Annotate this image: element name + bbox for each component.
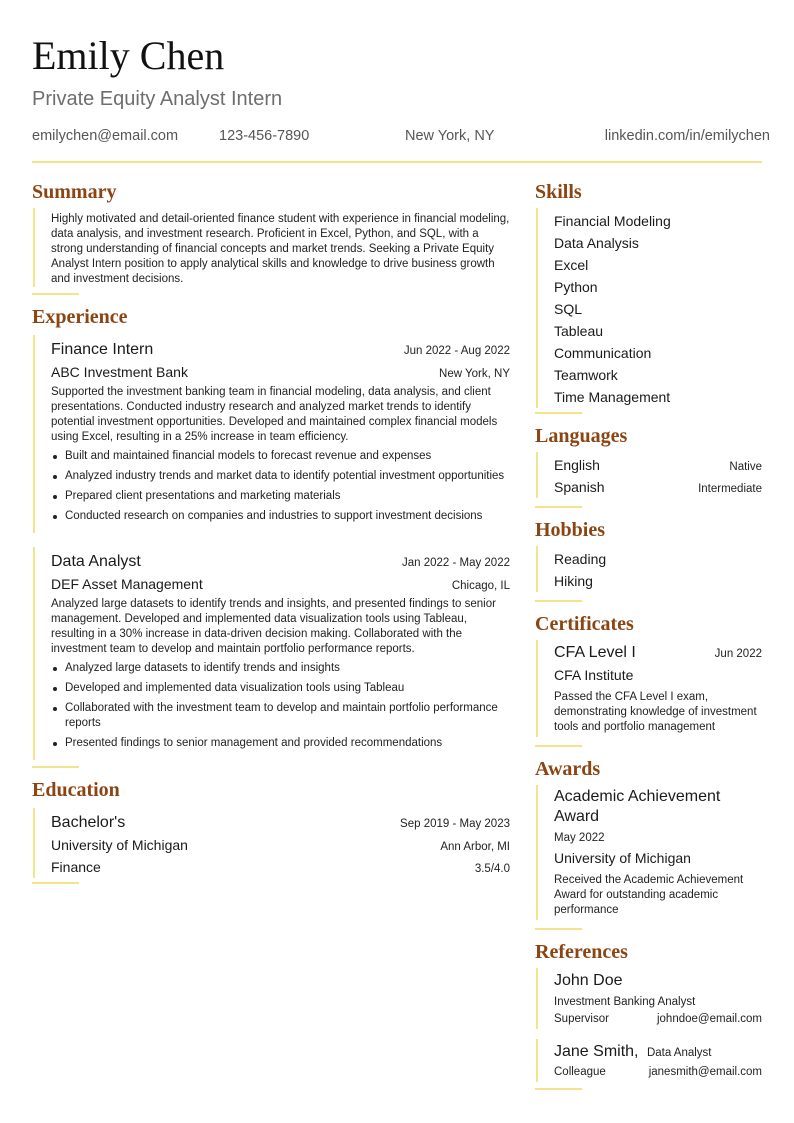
certificate-description: Passed the CFA Level I exam, demonstrating knowledge of investment tools and portfolio management: [554, 691, 757, 733]
job-title-row: [51, 551, 510, 573]
candidate-title: Private Equity Analyst Intern: [32, 88, 283, 110]
certificate-name: CFA Level I: [554, 644, 636, 661]
language-row: [554, 454, 762, 476]
job-bullet: Developed and implemented data visualization tools using Tableau: [65, 681, 510, 696]
certificate-title-row: [554, 642, 762, 664]
experience-section: [32, 301, 510, 768]
education-gpa: 3.5/4.0: [474, 863, 510, 875]
job-bullet: Built and maintained financial models to forecast revenue and expenses: [65, 449, 510, 464]
hobby-item: Reading: [554, 551, 607, 567]
reference-name: Jane Smith,: [554, 1043, 639, 1060]
education-item: [33, 808, 510, 878]
job-dates: Jun 2022 - Aug 2022: [403, 345, 510, 357]
contact-phone[interactable]: 123-456-7890: [219, 128, 310, 144]
job-title: Data Analyst: [51, 553, 141, 570]
skill-item: Tableau: [554, 323, 604, 339]
job-company-row: [51, 573, 510, 595]
languages-section: [535, 420, 762, 508]
references-heading: References: [535, 941, 628, 963]
contact-location: New York, NY: [405, 128, 495, 144]
contact-email[interactable]: emilychen@email.com: [32, 128, 179, 144]
reference-position: Data Analyst: [646, 1047, 712, 1059]
skills-section: [535, 176, 762, 414]
language-name: English: [554, 457, 600, 473]
job-bullet: Collaborated with the investment team to develop and maintain portfolio performance reports: [65, 701, 510, 731]
experience-item: [33, 547, 510, 760]
language-row: [554, 476, 762, 498]
job-bullet: Analyzed industry trends and market data to identify potential investment opportunities: [65, 469, 510, 484]
skill-item: Python: [554, 279, 598, 295]
language-level: Intermediate: [698, 483, 762, 495]
reference-name: John Doe: [554, 972, 623, 989]
reference-item: [536, 968, 762, 1029]
summary-heading: Summary: [32, 181, 117, 203]
certificates-heading: Certificates: [535, 613, 634, 635]
summary-section: [32, 176, 510, 295]
award-date: May 2022: [554, 832, 605, 844]
reference-email[interactable]: janesmith@email.com: [648, 1066, 762, 1078]
reference-contact-row: [554, 1012, 762, 1027]
job-bullets: [51, 449, 510, 524]
contact-linkedin[interactable]: linkedin.com/in/emilychen: [604, 128, 770, 144]
reference-name-row: [554, 1041, 762, 1063]
reference-email[interactable]: johndoe@email.com: [656, 1013, 762, 1025]
section-divider: [32, 766, 79, 768]
summary-text: Highly motivated and detail-oriented finance student with experience in financial modeling, data analysis, and investment research. Proficient in Excel, Python, and SQL, with a strong understanding of financial concepts and market trends. Seeking a Private Equity Analyst Intern position to apply analytical skills and knowledge to drive business growth and investment decisions.: [51, 213, 510, 285]
award-description: Received the Academic Achievement Award for outstanding academic performance: [554, 874, 744, 916]
skill-item: Financial Modeling: [554, 213, 671, 229]
education-dates: Sep 2019 - May 2023: [400, 818, 510, 830]
reference-contact-row: [554, 1065, 762, 1080]
experience-item: [33, 335, 510, 533]
education-location: Ann Arbor, MI: [440, 841, 510, 853]
languages-list: [536, 452, 762, 498]
education-school: University of Michigan: [51, 837, 188, 853]
award-issuer: University of Michigan: [554, 850, 691, 866]
certificate-date: Jun 2022: [714, 648, 762, 660]
job-dates: Jan 2022 - May 2022: [401, 557, 510, 569]
education-school-row: [51, 834, 510, 856]
hobbies-section: [535, 514, 762, 602]
section-divider: [535, 928, 582, 930]
education-degree: Bachelor's: [51, 814, 126, 831]
languages-heading: Languages: [535, 425, 628, 447]
reference-item: [536, 1039, 762, 1082]
section-divider: [32, 293, 79, 295]
certificate-issuer: CFA Institute: [554, 667, 634, 683]
skill-item: Teamwork: [554, 367, 618, 383]
award-item: [536, 785, 762, 920]
section-divider: [535, 1088, 582, 1090]
awards-section: [535, 753, 762, 930]
main-column: [32, 176, 510, 890]
hobbies-heading: Hobbies: [535, 519, 606, 541]
education-section: [32, 774, 510, 884]
education-degree-row: [51, 812, 510, 834]
experience-heading: Experience: [32, 306, 128, 328]
education-heading: Education: [32, 779, 120, 801]
job-company: DEF Asset Management: [51, 576, 203, 592]
award-name: Academic Achievement Award: [554, 788, 721, 825]
summary-body: [33, 208, 510, 287]
skill-item: SQL: [554, 301, 583, 317]
header-divider: [32, 161, 762, 163]
language-level: Native: [729, 461, 762, 473]
section-divider: [535, 412, 582, 414]
job-company: ABC Investment Bank: [51, 364, 188, 380]
reference-relation: Colleague: [554, 1066, 606, 1078]
job-description: Supported the investment banking team in financial modeling, data analysis, and client presentations. Conducted industry research and analyzed market trends to identify potential investment opportunities. Developed and maintained complex financial models using Excel, resulting in a 25% increase in team efficiency.: [51, 386, 498, 443]
sidebar-column: [535, 176, 762, 1096]
job-title-row: [51, 339, 510, 361]
job-bullet: Prepared client presentations and marketing materials: [65, 489, 510, 504]
references-section: [535, 936, 762, 1090]
job-bullets: [51, 661, 510, 751]
candidate-name: Emily Chen: [32, 33, 225, 78]
job-company-row: [51, 361, 510, 383]
hobbies-list: [536, 546, 762, 592]
job-location: Chicago, IL: [451, 580, 510, 592]
certificate-item: [536, 640, 762, 737]
education-field: Finance: [51, 859, 101, 875]
section-divider: [535, 600, 582, 602]
job-bullet: Analyzed large datasets to identify trends and insights: [65, 661, 510, 676]
job-description: Analyzed large datasets to identify trends and insights, and presented findings to senior management. Developed and implemented data visualization tools using Tableau, resulting in a 30% increase in data-driven decision making. Collaborated with the investment team to develop and maintain portfolio performance reports.: [51, 598, 496, 655]
hobby-item: Hiking: [554, 573, 593, 589]
certificates-section: [535, 608, 762, 747]
section-divider: [32, 882, 79, 884]
language-name: Spanish: [554, 479, 605, 495]
skill-item: Excel: [554, 257, 589, 273]
job-title: Finance Intern: [51, 341, 154, 358]
skill-item: Communication: [554, 345, 652, 361]
skill-item: Time Management: [554, 389, 671, 405]
job-bullet: Presented findings to senior management and provided recommendations: [65, 736, 510, 751]
skills-list: [536, 208, 762, 408]
section-divider: [535, 745, 582, 747]
education-field-row: [51, 856, 510, 878]
reference-relation: Supervisor: [554, 1013, 609, 1025]
skills-heading: Skills: [535, 181, 582, 203]
reference-position: Investment Banking Analyst: [554, 996, 696, 1008]
job-location: New York, NY: [439, 368, 510, 380]
skill-item: Data Analysis: [554, 235, 639, 251]
awards-heading: Awards: [535, 758, 601, 780]
section-divider: [535, 506, 582, 508]
job-bullet: Conducted research on companies and industries to support investment decisions: [65, 509, 510, 524]
